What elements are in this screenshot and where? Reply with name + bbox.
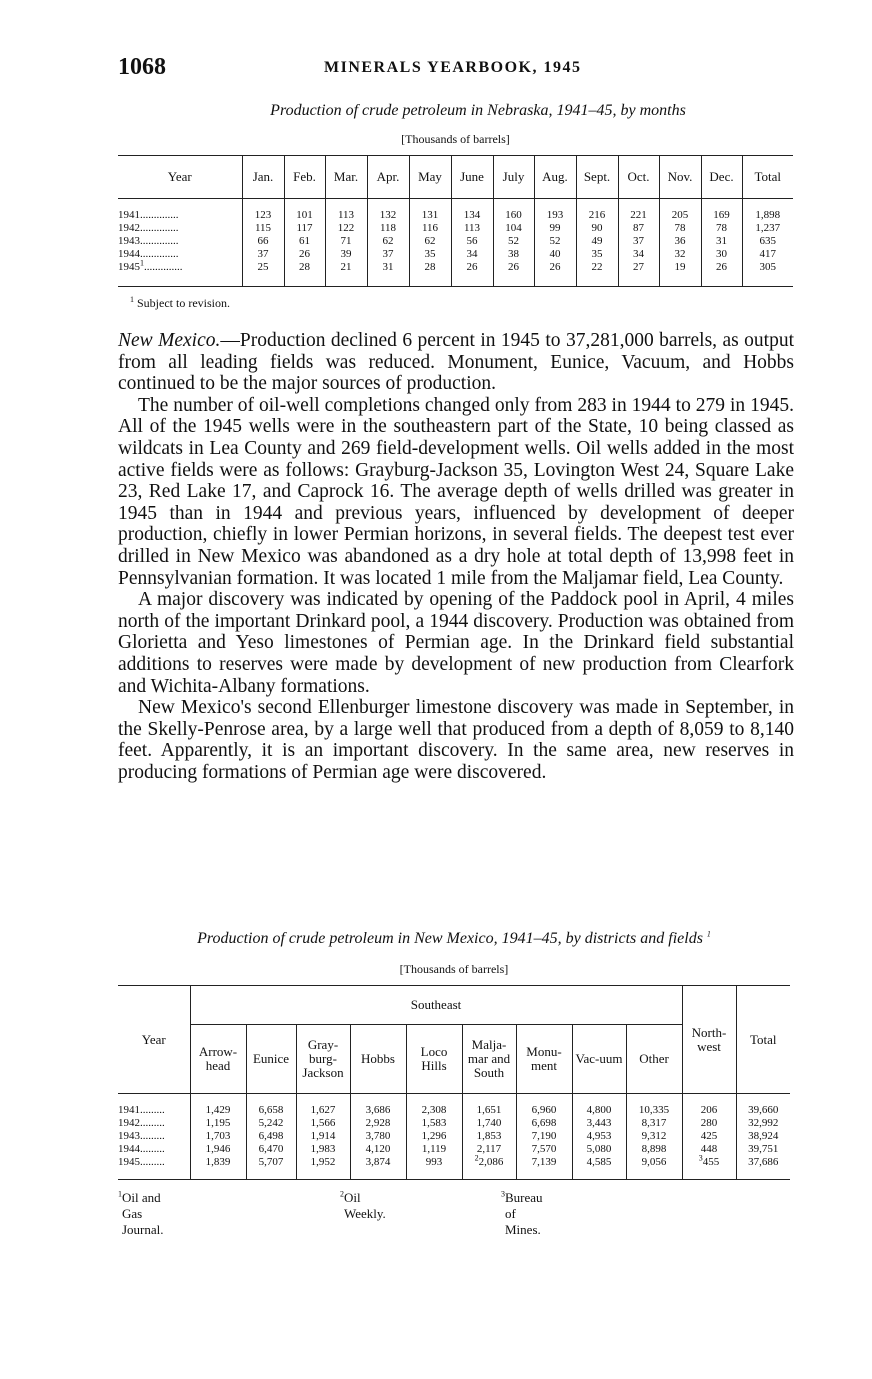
- value-cell: 1,237: [742, 222, 793, 235]
- value-cell: 28: [409, 261, 451, 274]
- nm-footnotes: [118, 1189, 798, 1237]
- nm-table-unit: [Thousands of barrels]: [399, 962, 509, 976]
- column-header: Dec.: [701, 156, 742, 199]
- value-cell: 116: [409, 222, 451, 235]
- value-cell: 1,429: [190, 1104, 246, 1117]
- nm-table-title-text: Production of crude petroleum in New Mexico, 1941–45, by districts and fields: [197, 930, 703, 947]
- value-cell: 5,707: [246, 1156, 296, 1169]
- column-header: Apr.: [367, 156, 409, 199]
- value-cell: 1,296: [406, 1130, 462, 1143]
- value-cell: 134: [451, 209, 493, 222]
- value-cell: 26: [284, 248, 325, 261]
- total-cell: 37,686: [736, 1156, 790, 1169]
- nebraska-production-table: [118, 155, 793, 287]
- value-cell: 6,658: [246, 1104, 296, 1117]
- paragraph: [118, 330, 794, 395]
- value-cell: 90: [576, 222, 618, 235]
- column-header: July: [493, 156, 534, 199]
- value-cell: 1,703: [190, 1130, 246, 1143]
- year-cell: 1941.........: [118, 1104, 165, 1116]
- value-cell: 221: [618, 209, 659, 222]
- value-cell: 216: [576, 209, 618, 222]
- value-cell: 56: [451, 235, 493, 248]
- value-cell: 25: [242, 261, 284, 274]
- value-cell: 30: [701, 248, 742, 261]
- value-cell: 66: [242, 235, 284, 248]
- value-cell: 1,853: [462, 1130, 516, 1143]
- value-cell: 101: [284, 209, 325, 222]
- total-cell: 39,660: [736, 1104, 790, 1117]
- column-header: Oct.: [618, 156, 659, 199]
- footnote-text: Bureau of Mines.: [505, 1190, 543, 1237]
- nm-table-title: [118, 930, 790, 948]
- value-cell: 1,583: [406, 1117, 462, 1130]
- table-row: [118, 1143, 790, 1156]
- value-cell: 21: [325, 261, 367, 274]
- value-cell: 6,960: [516, 1104, 572, 1117]
- value-cell: 37: [618, 235, 659, 248]
- value-cell: 61: [284, 235, 325, 248]
- column-header: Eunice: [246, 1025, 296, 1094]
- year-cell: 1942.........: [118, 1117, 165, 1129]
- table-row: [118, 261, 793, 274]
- value-cell: 1,119: [406, 1143, 462, 1156]
- new-mexico-production-table: [118, 985, 790, 1180]
- value-cell: 1,195: [190, 1117, 246, 1130]
- value-cell: 10,335: [626, 1104, 682, 1117]
- paragraph-text: —Production declined 6 percent in 1945 to 37,281,000 barrels, as output from all leading fields was reduced. Monument, Eunice, Vacuum, and Hobbs continued to be the major sources of production.: [118, 330, 794, 395]
- value-cell: 27: [618, 261, 659, 274]
- footnote-text: Oil Weekly.: [344, 1190, 386, 1221]
- value-cell: 132: [367, 209, 409, 222]
- value-cell: 9,056: [626, 1156, 682, 1169]
- footnote-text: Oil and Gas Journal.: [122, 1190, 164, 1237]
- value-cell: 31: [367, 261, 409, 274]
- value-cell: 4,120: [350, 1143, 406, 1156]
- nebraska-table-title: Production of crude petroleum in Nebraska, 1941–45, by months: [270, 102, 686, 119]
- value-cell: 4,800: [572, 1104, 626, 1117]
- table-header-row: [118, 156, 793, 199]
- value-cell: 19: [659, 261, 701, 274]
- value-cell: 26: [534, 261, 576, 274]
- column-header: Total: [742, 156, 793, 199]
- value-cell: 993: [406, 1156, 462, 1169]
- footnote-text: Subject to revision.: [137, 296, 230, 310]
- column-header: Jan.: [242, 156, 284, 199]
- year-cell: 1943..............: [118, 235, 179, 247]
- group-header: Southeast: [190, 986, 682, 1025]
- value-cell: 1,839: [190, 1156, 246, 1169]
- value-cell: 117: [284, 222, 325, 235]
- year-cell: 1943.........: [118, 1130, 165, 1142]
- value-cell: 99: [534, 222, 576, 235]
- value-cell: 115: [242, 222, 284, 235]
- value-cell: 3,780: [350, 1130, 406, 1143]
- column-header: North-west: [682, 986, 736, 1094]
- value-cell: 123: [242, 209, 284, 222]
- value-cell: 3,686: [350, 1104, 406, 1117]
- column-header: Feb.: [284, 156, 325, 199]
- column-header: Vac-uum: [572, 1025, 626, 1094]
- value-cell: 52: [493, 235, 534, 248]
- value-cell: 417: [742, 248, 793, 261]
- value-cell: 2,117: [462, 1143, 516, 1156]
- value-cell: 104: [493, 222, 534, 235]
- footnote: [118, 1189, 164, 1237]
- value-cell: 4,953: [572, 1130, 626, 1143]
- footnote-mark: 1: [706, 929, 711, 939]
- running-title: MINERALS YEARBOOK, 1945: [324, 59, 582, 76]
- value-cell: 1,914: [296, 1130, 350, 1143]
- value-cell: 1,898: [742, 209, 793, 222]
- footnote: [501, 1189, 543, 1237]
- northwest-cell: 280: [682, 1117, 736, 1130]
- northwest-cell: 206: [682, 1104, 736, 1117]
- table-row: [118, 1130, 790, 1143]
- paragraph: A major discovery was indicated by opening of the Paddock pool in April, 4 miles north of the important Drinkard pool, a 1944 discovery. Production was obtained from Glorietta and Yeso limestones of Permian age. In the Drinkard field substantial additions to reserves were made by development of new production from Clearfork and Wichita-Albany formations.: [118, 589, 794, 697]
- value-cell: 8,898: [626, 1143, 682, 1156]
- value-cell: 38: [493, 248, 534, 261]
- year-cell: 1942..............: [118, 222, 179, 234]
- body-text: [118, 330, 794, 783]
- value-cell: 78: [659, 222, 701, 235]
- value-cell: 26: [493, 261, 534, 274]
- column-header: Malja-mar and South: [462, 1025, 516, 1094]
- northwest-cell: 425: [682, 1130, 736, 1143]
- value-cell: 62: [367, 235, 409, 248]
- value-cell: 52: [534, 235, 576, 248]
- northwest-cell: $^3$455: [682, 1156, 736, 1169]
- column-header: June: [451, 156, 493, 199]
- total-cell: 39,751: [736, 1143, 790, 1156]
- column-header: Mar.: [325, 156, 367, 199]
- table-row: [118, 1104, 790, 1117]
- value-cell: 39: [325, 248, 367, 261]
- value-cell: 160: [493, 209, 534, 222]
- value-cell: 62: [409, 235, 451, 248]
- value-cell: 1,651: [462, 1104, 516, 1117]
- value-cell: $^2$2,086: [462, 1156, 516, 1169]
- value-cell: 113: [325, 209, 367, 222]
- value-cell: 36: [659, 235, 701, 248]
- nebraska-footnote: [130, 296, 230, 311]
- running-head: [118, 54, 798, 84]
- value-cell: 71: [325, 235, 367, 248]
- value-cell: 2,928: [350, 1117, 406, 1130]
- value-cell: 118: [367, 222, 409, 235]
- year-cell: 1944.........: [118, 1143, 165, 1155]
- table-row: [118, 209, 793, 222]
- value-cell: 1,952: [296, 1156, 350, 1169]
- value-cell: 9,312: [626, 1130, 682, 1143]
- column-header: Hobbs: [350, 1025, 406, 1094]
- value-cell: 34: [451, 248, 493, 261]
- value-cell: 1,946: [190, 1143, 246, 1156]
- value-cell: 78: [701, 222, 742, 235]
- value-cell: 1,740: [462, 1117, 516, 1130]
- total-cell: 32,992: [736, 1117, 790, 1130]
- value-cell: 37: [367, 248, 409, 261]
- table-row: [118, 222, 793, 235]
- year-cell: 1945$^1$..............: [118, 258, 183, 273]
- column-header: Loco Hills: [406, 1025, 462, 1094]
- value-cell: 8,317: [626, 1117, 682, 1130]
- value-cell: 1,566: [296, 1117, 350, 1130]
- value-cell: 305: [742, 261, 793, 274]
- northwest-cell: 448: [682, 1143, 736, 1156]
- value-cell: 7,139: [516, 1156, 572, 1169]
- value-cell: 34: [618, 248, 659, 261]
- value-cell: 1,983: [296, 1143, 350, 1156]
- value-cell: 193: [534, 209, 576, 222]
- value-cell: 3,443: [572, 1117, 626, 1130]
- value-cell: 635: [742, 235, 793, 248]
- value-cell: 7,190: [516, 1130, 572, 1143]
- value-cell: 37: [242, 248, 284, 261]
- nebraska-table-unit: [Thousands of barrels]: [401, 132, 510, 146]
- value-cell: 2,308: [406, 1104, 462, 1117]
- footnote-mark: 2: [340, 1189, 344, 1199]
- value-cell: 3,874: [350, 1156, 406, 1169]
- value-cell: 131: [409, 209, 451, 222]
- paragraph: New Mexico's second Ellenburger limestone discovery was made in September, in the Skelly-Penrose area, by a large well that produced from a depth of 8,059 to 8,140 feet. Apparently, it is an important discovery. In the same area, new reserves in producing formations of Permian age were discovered.: [118, 697, 794, 783]
- column-header: Gray-burg-Jackson: [296, 1025, 350, 1094]
- column-header: May: [409, 156, 451, 199]
- value-cell: 205: [659, 209, 701, 222]
- total-cell: 38,924: [736, 1130, 790, 1143]
- value-cell: 5,080: [572, 1143, 626, 1156]
- table-row: [118, 1156, 790, 1169]
- column-header: Nov.: [659, 156, 701, 199]
- value-cell: 169: [701, 209, 742, 222]
- value-cell: 122: [325, 222, 367, 235]
- section-lead: New Mexico.: [118, 330, 221, 351]
- value-cell: 6,470: [246, 1143, 296, 1156]
- value-cell: 35: [576, 248, 618, 261]
- footnote-mark: 3: [501, 1189, 505, 1199]
- year-cell: 1945.........: [118, 1156, 165, 1168]
- table-row: [118, 235, 793, 248]
- year-cell: 1941..............: [118, 209, 179, 221]
- value-cell: 49: [576, 235, 618, 248]
- value-cell: 4,585: [572, 1156, 626, 1169]
- value-cell: 6,498: [246, 1130, 296, 1143]
- column-header: Aug.: [534, 156, 576, 199]
- page-number: 1068: [118, 54, 166, 80]
- value-cell: 26: [701, 261, 742, 274]
- column-header: Other: [626, 1025, 682, 1094]
- column-header: Arrow-head: [190, 1025, 246, 1094]
- year-cell: 1944..............: [118, 248, 179, 260]
- column-header: Year: [118, 986, 190, 1094]
- value-cell: 7,570: [516, 1143, 572, 1156]
- value-cell: 1,627: [296, 1104, 350, 1117]
- footnote: [340, 1189, 386, 1221]
- column-header: Sept.: [576, 156, 618, 199]
- value-cell: 22: [576, 261, 618, 274]
- value-cell: 87: [618, 222, 659, 235]
- value-cell: 40: [534, 248, 576, 261]
- footnote-mark: 1: [118, 1189, 122, 1199]
- value-cell: 6,698: [516, 1117, 572, 1130]
- value-cell: 31: [701, 235, 742, 248]
- column-header: Total: [736, 986, 790, 1094]
- column-header: Monu-ment: [516, 1025, 572, 1094]
- column-header: Year: [118, 156, 242, 199]
- footnote-mark: 1: [130, 295, 134, 304]
- paragraph: The number of oil-well completions changed only from 283 in 1944 to 279 in 1945. All of the 1945 wells were in the southeastern part of the State, 10 being classed as wildcats in Lea County and 269 field-development wells. Oil wells added in the most active fields were as follows: Grayburg-Jackson 35, Lovington West 24, Square Lake 23, Red Lake 17, and Caprock 16. The average depth of wells drilled was greater in 1945 than in 1944 and previous years, influenced by development of deeper production, chiefly in lower Permian horizons, in several fields. The deepest test ever drilled in New Mexico was abandoned as a dry hole at total depth of 13,998 feet in Pennsylvanian formation. It was located 1 mile from the Maljamar field, Lea County.: [118, 394, 794, 589]
- table-header-row: [118, 986, 790, 1025]
- table-row: [118, 248, 793, 261]
- table-row: [118, 1117, 790, 1130]
- value-cell: 5,242: [246, 1117, 296, 1130]
- value-cell: 32: [659, 248, 701, 261]
- value-cell: 28: [284, 261, 325, 274]
- value-cell: 113: [451, 222, 493, 235]
- value-cell: 26: [451, 261, 493, 274]
- value-cell: 35: [409, 248, 451, 261]
